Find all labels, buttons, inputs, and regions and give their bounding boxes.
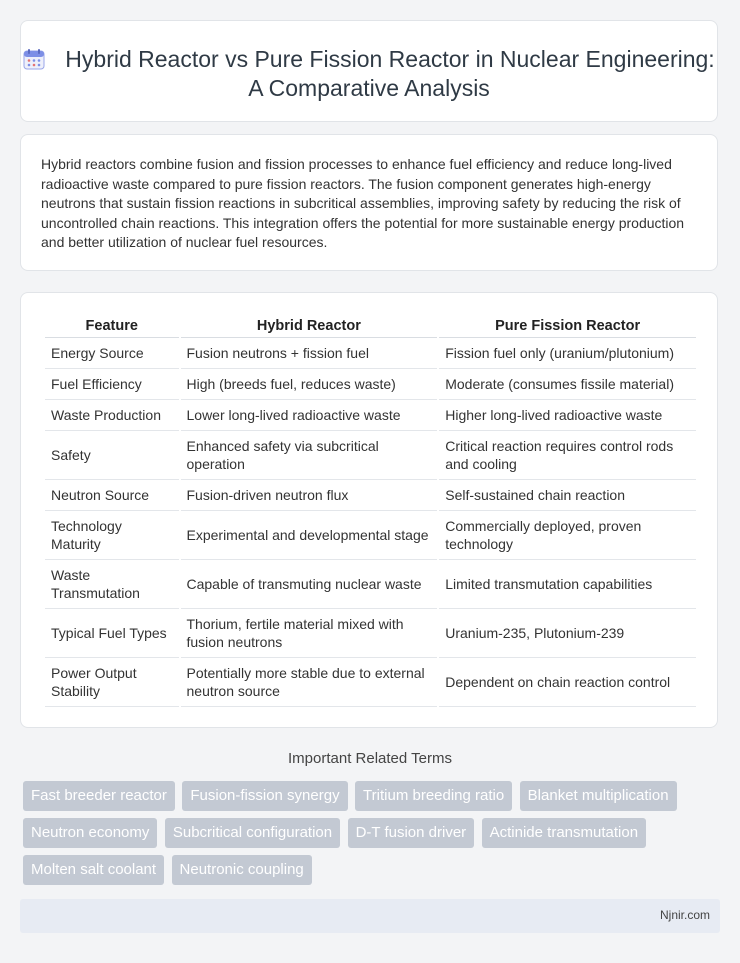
cell-hybrid: High (breeds fuel, reduces waste) [181,369,438,400]
cell-hybrid: Enhanced safety via subcritical operation [181,431,438,480]
page-title-wrap [21,45,717,103]
cell-feature: Technology Maturity [45,511,179,560]
related-term-tag[interactable]: Subcritical configuration [165,818,340,848]
cell-hybrid: Fusion-driven neutron flux [181,480,438,511]
calendar-icon [23,48,45,70]
cell-hybrid: Experimental and developmental stage [181,511,438,560]
cell-feature: Power Output Stability [45,658,179,707]
table-row [45,560,696,609]
related-terms-list [23,781,723,892]
cell-fission: Fission fuel only (uranium/plutonium) [439,338,696,369]
table-row [45,369,696,400]
intro-card [20,134,718,271]
table-row [45,609,696,658]
cell-feature: Typical Fuel Types [45,609,179,658]
related-term-tag[interactable]: Fast breeder reactor [23,781,175,811]
table-row [45,511,696,560]
cell-feature: Fuel Efficiency [45,369,179,400]
table-row [45,338,696,369]
footer-site[interactable]: Njnir.com [659,908,710,922]
related-term-tag[interactable]: Neutron economy [23,818,157,848]
cell-fission: Limited transmutation capabilities [439,560,696,609]
cell-feature: Neutron Source [45,480,179,511]
header-feature: Feature [45,315,179,338]
related-term-tag[interactable]: Actinide transmutation [482,818,646,848]
cell-hybrid: Fusion neutrons + fission fuel [181,338,438,369]
related-term-tag[interactable]: Fusion-fission synergy [182,781,347,811]
cell-fission: Dependent on chain reaction control [439,658,696,707]
comparison-card [20,292,718,728]
header-hybrid: Hybrid Reactor [181,315,438,338]
related-term-tag[interactable]: D-T fusion driver [348,818,475,848]
cell-fission: Commercially deployed, proven technology [439,511,696,560]
table-row [45,431,696,480]
related-term-tag[interactable]: Tritium breeding ratio [355,781,512,811]
header-fission: Pure Fission Reactor [439,315,696,338]
related-terms-title: Important Related Terms [288,750,452,767]
title-card [20,20,718,122]
cell-fission: Moderate (consumes fissile material) [439,369,696,400]
cell-feature: Energy Source [45,338,179,369]
intro-paragraph: Hybrid reactors combine fusion and fission processes to enhance fuel efficiency and reduce long-lived radioactive waste compared to pure fission reactors. The fusion component generates high-energy neutrons that sustain fission reactions in subcritical assemblies, improving safety by reducing the risk of uncontrolled chain reactions. This integration offers the potential for more sustainable energy production and better utilization of nuclear fuel resources. [41,156,685,251]
cell-hybrid: Capable of transmuting nuclear waste [181,560,438,609]
cell-hybrid: Thorium, fertile material mixed with fusion neutrons [181,609,438,658]
table-row [45,658,696,707]
cell-fission: Critical reaction requires control rods and cooling [439,431,696,480]
table-row [45,480,696,511]
related-term-tag[interactable]: Neutronic coupling [172,855,312,885]
comparison-table [43,315,698,707]
table-row [45,400,696,431]
cell-fission: Uranium-235, Plutonium-239 [439,609,696,658]
cell-feature: Safety [45,431,179,480]
cell-fission: Self-sustained chain reaction [439,480,696,511]
cell-fission: Higher long-lived radioactive waste [439,400,696,431]
cell-feature: Waste Transmutation [45,560,179,609]
cell-hybrid: Potentially more stable due to external neutron source [181,658,438,707]
related-term-tag[interactable]: Molten salt coolant [23,855,164,885]
table-header-row [45,315,696,338]
footer-bar [20,899,720,933]
cell-feature: Waste Production [45,400,179,431]
page-title: Hybrid Reactor vs Pure Fission Reactor in Nuclear Engineering: A Comparative Analysis [65,46,715,101]
related-term-tag[interactable]: Blanket multiplication [520,781,677,811]
cell-hybrid: Lower long-lived radioactive waste [181,400,438,431]
